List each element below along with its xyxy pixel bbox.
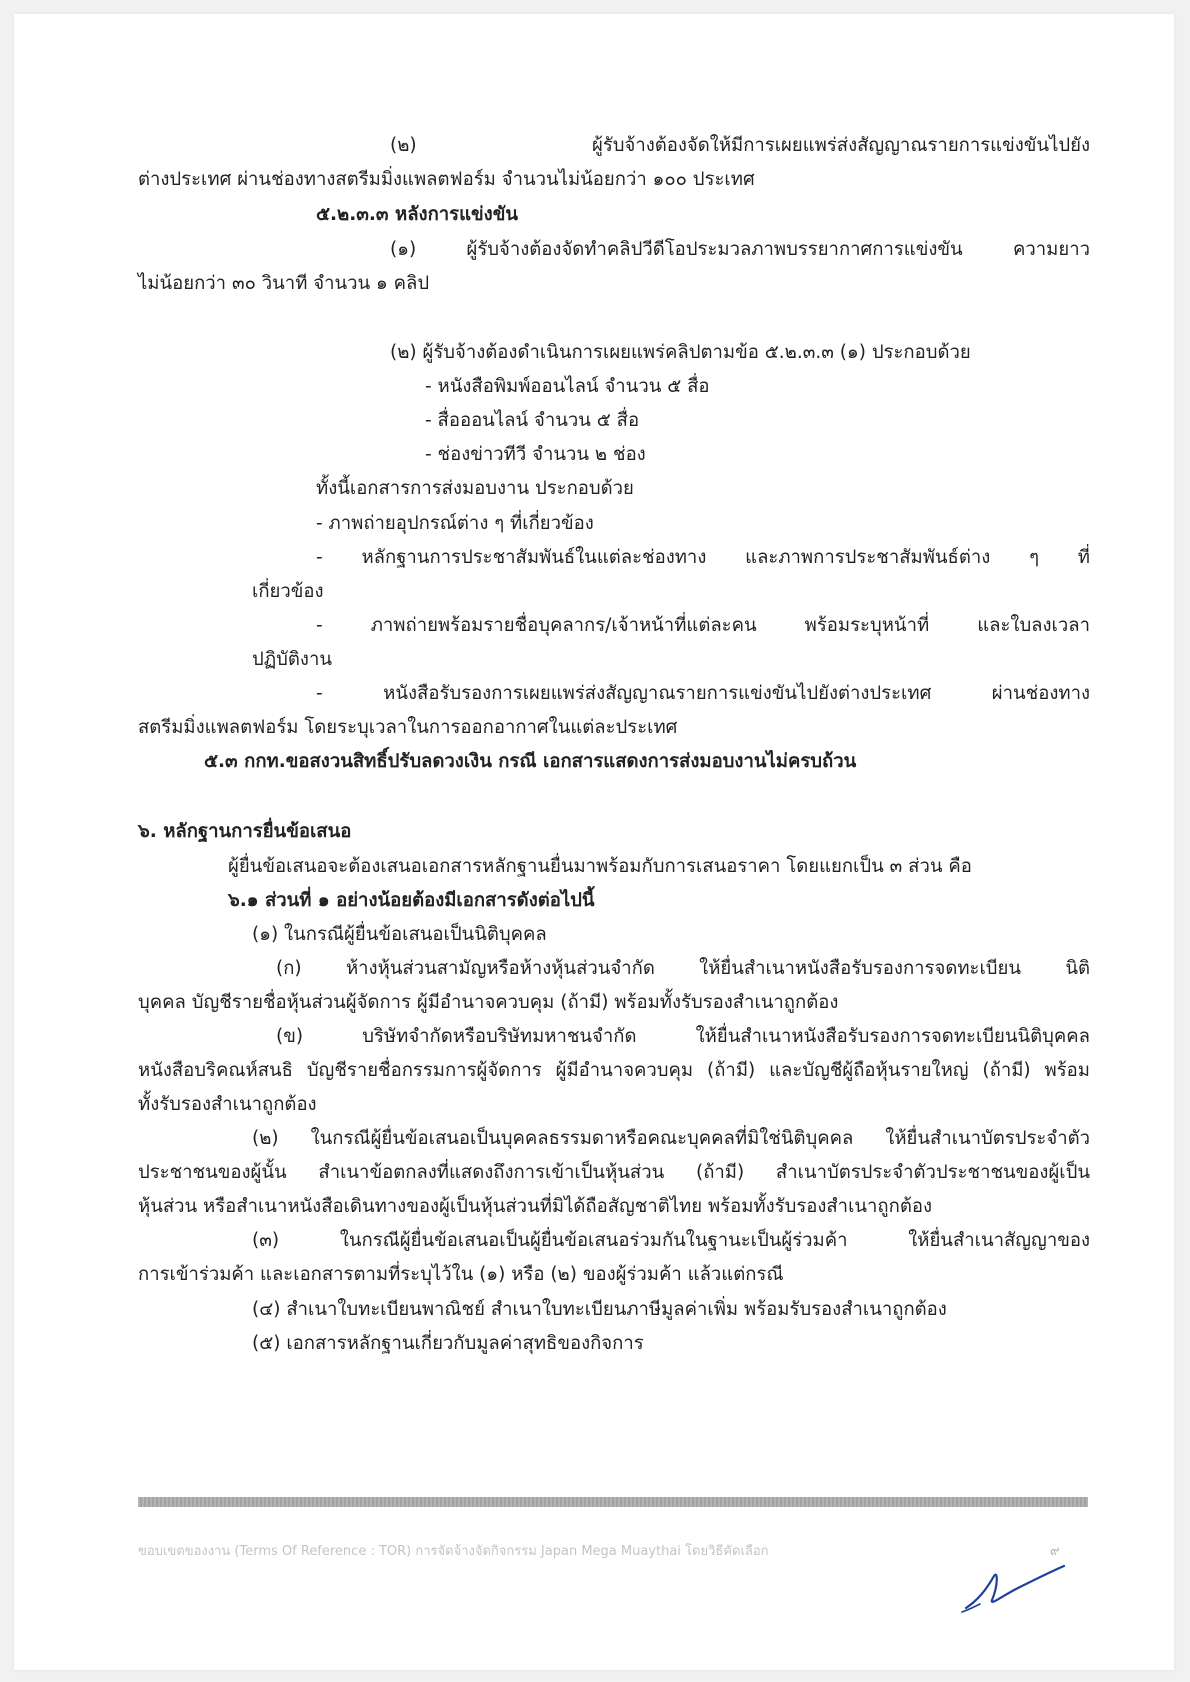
body-line: ต่างประเทศ ผ่านช่องทางสตรีมมิ่งแพลตฟอร์ม จำนวนไม่น้อยกว่า ๑๐๐ ประเทศ	[138, 169, 755, 190]
body-line: สตรีมมิ่งแพลตฟอร์ม โดยระบุเวลาในการออกอากาศในแต่ละประเทศ	[138, 717, 678, 738]
footer-text: ขอบเขตของงาน (Terms Of Reference : TOR) การจัดจ้างจัดกิจกรรม Japan Mega Muaythai โดยวิธีคัดเลือก	[138, 1544, 769, 1559]
list-item: - หนังสือพิมพ์ออนไลน์ จำนวน ๕ สื่อ	[425, 376, 710, 397]
body-line: บุคคล บัญชีรายชื่อหุ้นส่วนผู้จัดการ ผู้มีอำนาจควบคุม (ถ้ามี) พร้อมทั้งรับรองสำเนาถูกต้อง	[138, 992, 839, 1013]
body-line: (ก) ห้างหุ้นส่วนสามัญหรือห้างหุ้นส่วนจำกัด ให้ยื่นสำเนาหนังสือรับรองการจดทะเบียน นิติ	[276, 958, 1090, 979]
body-line: เกี่ยวข้อง	[252, 581, 324, 602]
body-line: ปฏิบัติงาน	[252, 649, 332, 670]
body-line: หนังสือบริคณห์สนธิ บัญชีรายชื่อกรรมการผู้จัดการ ผู้มีอำนาจควบคุม (ถ้ามี) และบัญชีผู้ถือหุ้นรายใหญ่ (ถ้ามี) พร้อม	[138, 1060, 1090, 1081]
body-line: (๒) ผู้รับจ้างต้องจัดให้มีการเผยแพร่ส่งสัญญาณรายการแข่งขันไปยัง	[390, 135, 1090, 156]
body-line: (๒) ในกรณีผู้ยื่นข้อเสนอเป็นบุคคลธรรมดาหรือคณะบุคคลที่มิใช่นิติบุคคล ให้ยื่นสำเนาบัตรประจำตัว	[252, 1128, 1090, 1149]
section-heading: ๖. หลักฐานการยื่นข้อเสนอ	[138, 821, 352, 842]
list-item: - ภาพถ่ายอุปกรณ์ต่าง ๆ ที่เกี่ยวข้อง	[316, 513, 594, 534]
body-line: (๑) ผู้รับจ้างต้องจัดทำคลิปวีดีโอประมวลภาพบรรยากาศการแข่งขัน ความยาว	[390, 239, 1090, 260]
body-line: ประชาชนของผู้นั้น สำเนาข้อตกลงที่แสดงถึงการเข้าเป็นหุ้นส่วน (ถ้ามี) สำเนาบัตรประจำตัวประชาชนของผู้เป็น	[138, 1162, 1090, 1183]
body-line: (๕) เอกสารหลักฐานเกี่ยวกับมูลค่าสุทธิของกิจการ	[252, 1333, 644, 1354]
body-line: (๔) สำเนาใบทะเบียนพาณิชย์ สำเนาใบทะเบียนภาษีมูลค่าเพิ่ม พร้อมรับรองสำเนาถูกต้อง	[252, 1299, 947, 1320]
signature-mark	[960, 1560, 1070, 1615]
footer-divider	[138, 1497, 1088, 1507]
body-line: ผู้ยื่นข้อเสนอจะต้องเสนอเอกสารหลักฐานยื่นมาพร้อมกับการเสนอราคา โดยแยกเป็น ๓ ส่วน คือ	[228, 856, 972, 877]
body-line: หุ้นส่วน หรือสำเนาหนังสือเดินทางของผู้เป็นหุ้นส่วนที่มิได้ถือสัญชาติไทย พร้อมทั้งรับรองสำเนาถูกต้อง	[138, 1196, 932, 1217]
list-item: - หลักฐานการประชาสัมพันธ์ในแต่ละช่องทาง และภาพการประชาสัมพันธ์ต่าง ๆ ที่	[316, 547, 1090, 568]
body-line: (๑) ในกรณีผู้ยื่นข้อเสนอเป็นนิติบุคคล	[252, 924, 547, 945]
body-line: การเข้าร่วมค้า และเอกสารตามที่ระบุไว้ใน (๑) หรือ (๒) ของผู้ร่วมค้า แล้วแต่กรณี	[138, 1264, 784, 1285]
section-heading: ๕.๓ กกท.ขอสงวนสิทธิ์ปรับลดวงเงิน กรณี เอกสารแสดงการส่งมอบงานไม่ครบถ้วน	[204, 751, 857, 772]
list-item: - หนังสือรับรองการเผยแพร่ส่งสัญญาณรายการแข่งขันไปยังต่างประเทศ ผ่านช่องทาง	[316, 683, 1090, 704]
body-line: (๓) ในกรณีผู้ยื่นข้อเสนอเป็นผู้ยื่นข้อเสนอร่วมกันในฐานะเป็นผู้ร่วมค้า ให้ยื่นสำเนาสัญญาของ	[252, 1230, 1090, 1251]
body-line: (ข) บริษัทจำกัดหรือบริษัทมหาชนจำกัด ให้ยื่นสำเนาหนังสือรับรองการจดทะเบียนนิติบุคคล	[276, 1026, 1090, 1047]
section-heading: ๖.๑ ส่วนที่ ๑ อย่างน้อยต้องมีเอกสารดังต่อไปนี้	[228, 890, 595, 911]
list-item: - ภาพถ่ายพร้อมรายชื่อบุคลากร/เจ้าหน้าที่แต่ละคน พร้อมระบุหน้าที่ และใบลงเวลา	[316, 615, 1090, 636]
body-line: ไม่น้อยกว่า ๓๐ วินาที จำนวน ๑ คลิป	[138, 273, 430, 294]
section-heading: ๕.๒.๓.๓ หลังการแข่งขัน	[316, 204, 519, 225]
list-item: - ช่องข่าวทีวี จำนวน ๒ ช่อง	[425, 444, 646, 465]
body-line: ทั้งนี้เอกสารการส่งมอบงาน ประกอบด้วย	[316, 478, 634, 499]
list-item: - สื่อออนไลน์ จำนวน ๕ สื่อ	[425, 410, 640, 431]
page-number: ๙	[1050, 1544, 1060, 1559]
body-line: ทั้งรับรองสำเนาถูกต้อง	[138, 1094, 317, 1115]
body-line: (๒) ผู้รับจ้างต้องดำเนินการเผยแพร่คลิปตามข้อ ๕.๒.๓.๓ (๑) ประกอบด้วย	[390, 342, 971, 363]
